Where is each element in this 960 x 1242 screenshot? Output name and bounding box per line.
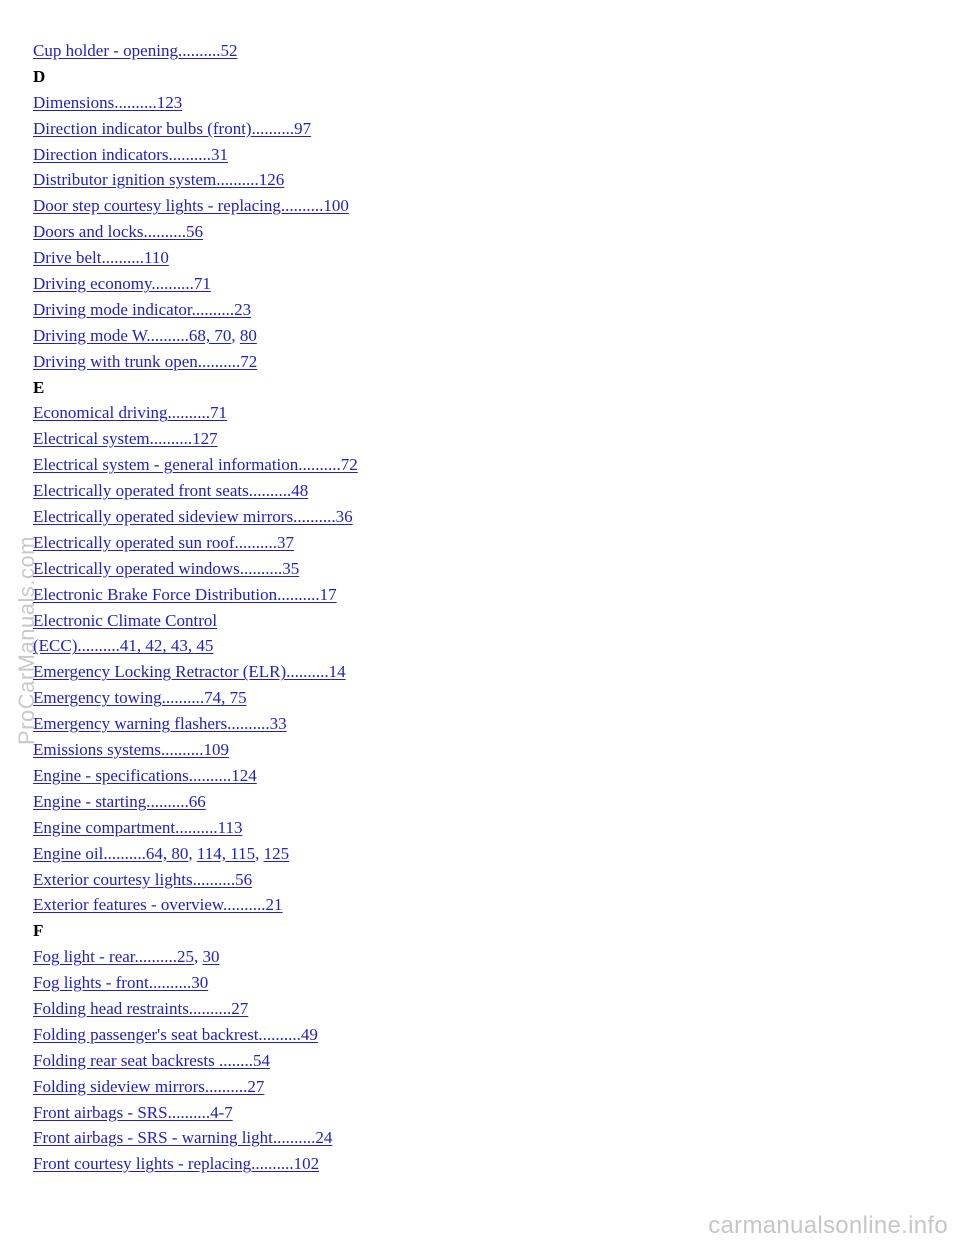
index-entry-link[interactable]: Drive belt..........110 bbox=[33, 248, 169, 268]
index-entry bbox=[33, 400, 913, 426]
index-entry bbox=[33, 1048, 913, 1074]
index-entry bbox=[33, 996, 913, 1022]
index-entry bbox=[33, 90, 913, 116]
page-separator: , bbox=[255, 843, 264, 863]
index-entry-link[interactable]: Direction indicator bulbs (front)..........97 bbox=[33, 118, 312, 138]
index-entry-link[interactable]: Exterior courtesy lights..........56 bbox=[33, 869, 253, 889]
index-entry-link[interactable]: Exterior features - overview..........21 bbox=[33, 895, 283, 915]
index-entry bbox=[33, 892, 913, 918]
index-entry bbox=[33, 737, 913, 763]
index-entry-link[interactable]: Electrical system..........127 bbox=[33, 429, 218, 449]
section-letter: F bbox=[33, 921, 44, 941]
index-entry-link[interactable]: Dimensions..........123 bbox=[33, 92, 183, 112]
index-entry-link[interactable]: Direction indicators..........31 bbox=[33, 144, 228, 164]
index-entry-link[interactable]: Front courtesy lights - replacing..........102 bbox=[33, 1154, 320, 1174]
index-entry-link[interactable]: Front airbags - SRS - warning light..........24 bbox=[33, 1128, 333, 1148]
index-entry-link[interactable]: Electrical system - general information..........72 bbox=[33, 455, 358, 475]
index-list bbox=[33, 38, 913, 1177]
index-entry-link[interactable]: Fog lights - front..........30 bbox=[33, 973, 209, 993]
section-letter: D bbox=[33, 66, 46, 86]
index-entry bbox=[33, 685, 913, 711]
index-entry-link[interactable]: Engine - starting..........66 bbox=[33, 791, 206, 811]
index-entry-link[interactable]: Door step courtesy lights - replacing..........100 bbox=[33, 196, 349, 216]
index-entry-link[interactable]: Front airbags - SRS..........4-7 bbox=[33, 1102, 233, 1122]
index-entry bbox=[33, 297, 913, 323]
index-entry-link[interactable]: Emergency towing..........74, 75 bbox=[33, 688, 247, 708]
index-entry bbox=[33, 867, 913, 893]
index-entry bbox=[33, 142, 913, 168]
index-entry-link[interactable]: Emergency Locking Retractor (ELR)..........14 bbox=[33, 662, 346, 682]
index-entry bbox=[33, 763, 913, 789]
index-entry bbox=[33, 582, 913, 608]
index-entry bbox=[33, 349, 913, 375]
index-entry bbox=[33, 271, 913, 297]
index-entry bbox=[33, 711, 913, 737]
index-entry bbox=[33, 1074, 913, 1100]
index-entry-link[interactable]: Electrically operated sideview mirrors..........36 bbox=[33, 507, 353, 527]
page-ref-link[interactable]: 114, 115 bbox=[196, 843, 256, 863]
index-entry-link[interactable]: Engine oil..........64, 80 bbox=[33, 843, 189, 863]
page-ref-link[interactable]: 30 bbox=[202, 947, 220, 967]
index-entry-link[interactable]: Emergency warning flashers..........33 bbox=[33, 714, 287, 734]
index-entry-link[interactable]: Engine - specifications..........124 bbox=[33, 765, 257, 785]
index-entry bbox=[33, 970, 913, 996]
page-ref-link[interactable]: 80 bbox=[239, 325, 257, 345]
index-entry-link[interactable]: Doors and locks..........56 bbox=[33, 222, 203, 242]
index-entry-link[interactable]: Fog light - rear..........25 bbox=[33, 947, 195, 967]
index-entry bbox=[33, 452, 913, 478]
index-entry bbox=[33, 1100, 913, 1126]
page-separator: , bbox=[188, 843, 197, 863]
index-entry bbox=[33, 504, 913, 530]
index-entry bbox=[33, 944, 913, 970]
index-entry-link[interactable]: Distributor ignition system..........126 bbox=[33, 170, 285, 190]
index-entry bbox=[33, 789, 913, 815]
index-entry-link[interactable]: Economical driving..........71 bbox=[33, 403, 228, 423]
watermark-side: ProCarManuals.com bbox=[14, 535, 39, 745]
index-entry-link[interactable]: Electrically operated sun roof..........37 bbox=[33, 532, 295, 552]
index-entry bbox=[33, 38, 913, 64]
index-entry-link[interactable]: Electronic Climate Control bbox=[33, 610, 218, 630]
index-entry bbox=[33, 659, 913, 685]
index-entry bbox=[33, 193, 913, 219]
index-entry bbox=[33, 219, 913, 245]
index-entry-link[interactable]: Cup holder - opening..........52 bbox=[33, 41, 238, 60]
index-entry bbox=[33, 1151, 913, 1177]
index-entry bbox=[33, 1125, 913, 1151]
index-entry-link[interactable]: Driving mode W..........68, 70 bbox=[33, 325, 232, 345]
index-entry bbox=[33, 1022, 913, 1048]
page-separator: , bbox=[231, 325, 240, 345]
index-entry bbox=[33, 116, 913, 142]
page-ref-link[interactable]: 125 bbox=[263, 843, 290, 863]
index-entry bbox=[33, 478, 913, 504]
index-entry-link[interactable]: Folding sideview mirrors..........27 bbox=[33, 1076, 265, 1096]
index-entry-link[interactable]: Driving economy..........71 bbox=[33, 274, 211, 294]
index-entry bbox=[33, 426, 913, 452]
index-entry bbox=[33, 608, 913, 634]
index-entry-link[interactable]: Electrically operated front seats..........48 bbox=[33, 481, 309, 501]
index-entry bbox=[33, 167, 913, 193]
index-entry-link[interactable]: Folding head restraints..........27 bbox=[33, 998, 249, 1018]
index-entry-link[interactable]: Electrically operated windows..........35 bbox=[33, 558, 300, 578]
index-entry bbox=[33, 323, 913, 349]
index-entry bbox=[33, 633, 913, 659]
index-entry-link[interactable]: Electronic Brake Force Distribution..........17 bbox=[33, 584, 337, 604]
index-entry bbox=[33, 815, 913, 841]
watermark-bottom: carmanualsonline.info bbox=[708, 1212, 948, 1239]
index-entry-link[interactable]: Engine compartment..........113 bbox=[33, 817, 243, 837]
page-separator: , bbox=[194, 947, 203, 967]
index-entry-link[interactable]: Driving mode indicator..........23 bbox=[33, 299, 252, 319]
section-letter: E bbox=[33, 377, 45, 397]
index-entry bbox=[33, 556, 913, 582]
index-entry-link[interactable]: Folding passenger's seat backrest..........49 bbox=[33, 1024, 318, 1044]
index-entry bbox=[33, 245, 913, 271]
index-entry-link[interactable]: (ECC)..........41, 42, 43, 45 bbox=[33, 636, 214, 656]
index-entry-link[interactable]: Driving with trunk open..........72 bbox=[33, 351, 258, 371]
index-entry bbox=[33, 841, 913, 867]
index-entry-link[interactable]: Emissions systems..........109 bbox=[33, 740, 229, 760]
index-entry bbox=[33, 530, 913, 556]
index-entry-link[interactable]: Folding rear seat backrests ........54 bbox=[33, 1050, 270, 1070]
